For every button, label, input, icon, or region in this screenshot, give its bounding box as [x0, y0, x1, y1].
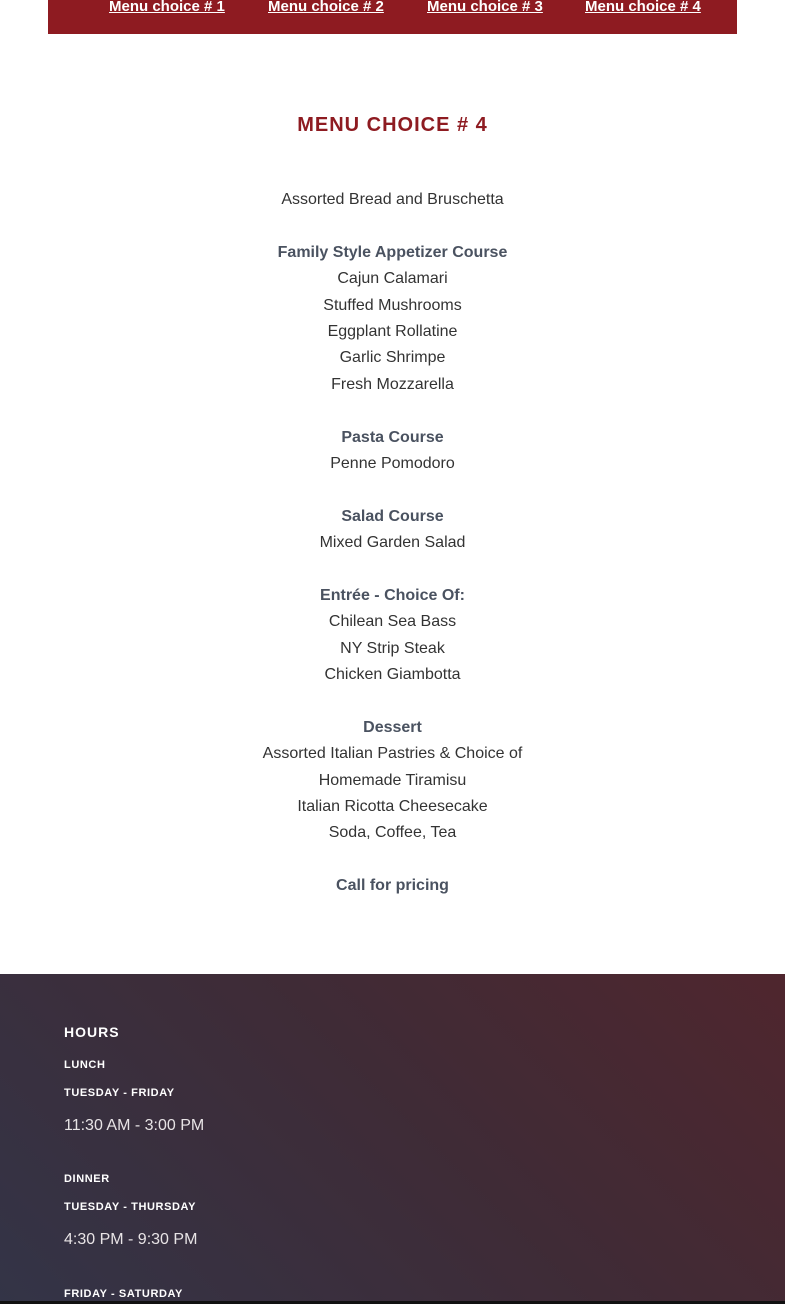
- menu-item: NY Strip Steak: [340, 639, 445, 657]
- dinner-hours: 4:30 PM - 9:30 PM: [64, 1231, 198, 1248]
- spacer: [0, 847, 785, 873]
- pricing-note: Call for pricing: [336, 877, 449, 895]
- appetizer-course-heading: Family Style Appetizer Course: [277, 243, 508, 261]
- menu-item: Garlic Shrimpe: [339, 349, 446, 367]
- salad-course-heading: Salad Course: [341, 507, 444, 525]
- menu-item: Stuffed Mushrooms: [323, 296, 462, 314]
- menu-item: Assorted Italian Pastries & Choice of: [262, 745, 523, 763]
- menu-item: Eggplant Rollatine: [327, 322, 458, 340]
- dinner-days-weekend: FRIDAY - SATURDAY: [64, 1288, 183, 1300]
- lunch-label: LUNCH: [64, 1059, 106, 1071]
- spacer: [0, 398, 785, 424]
- menu-choice-nav: [48, 0, 737, 34]
- menu-item: Mixed Garden Salad: [319, 534, 466, 552]
- menu-item: Chilean Sea Bass: [328, 613, 457, 631]
- menu-item: Cajun Calamari: [337, 270, 448, 288]
- page-title: MENU CHOICE # 4: [297, 114, 488, 136]
- spacer: [0, 477, 785, 503]
- menu-item: Chicken Giambotta: [324, 666, 461, 684]
- lunch-days: TUESDAY - FRIDAY: [64, 1087, 175, 1099]
- menu-item-bread: Assorted Bread and Bruschetta: [281, 191, 504, 208]
- pasta-course-heading: Pasta Course: [341, 428, 444, 446]
- menu-item: Penne Pomodoro: [330, 454, 455, 472]
- hours-title: HOURS: [64, 1024, 120, 1040]
- spacer: [0, 213, 785, 239]
- menu-item: Italian Ricotta Cheesecake: [297, 797, 488, 815]
- nav-link-menu-choice-4[interactable]: Menu choice # 4: [585, 0, 701, 15]
- lunch-hours: 11:30 AM - 3:00 PM: [64, 1117, 205, 1134]
- menu-item: Soda, Coffee, Tea: [328, 824, 457, 842]
- spacer: [0, 688, 785, 714]
- menu-item: Homemade Tiramisu: [318, 771, 467, 789]
- nav-link-menu-choice-2[interactable]: Menu choice # 2: [268, 0, 384, 15]
- nav-link-menu-choice-1[interactable]: Menu choice # 1: [109, 0, 225, 15]
- dinner-label: DINNER: [64, 1173, 110, 1185]
- entree-heading: Entrée - Choice Of:: [320, 586, 465, 604]
- spacer: [0, 556, 785, 582]
- hours-footer: [0, 974, 785, 1304]
- dinner-days: TUESDAY - THURSDAY: [64, 1201, 197, 1213]
- dessert-heading: Dessert: [363, 718, 422, 736]
- nav-link-menu-choice-3[interactable]: Menu choice # 3: [427, 0, 543, 15]
- menu-content: [0, 187, 785, 900]
- menu-item: Fresh Mozzarella: [331, 375, 454, 393]
